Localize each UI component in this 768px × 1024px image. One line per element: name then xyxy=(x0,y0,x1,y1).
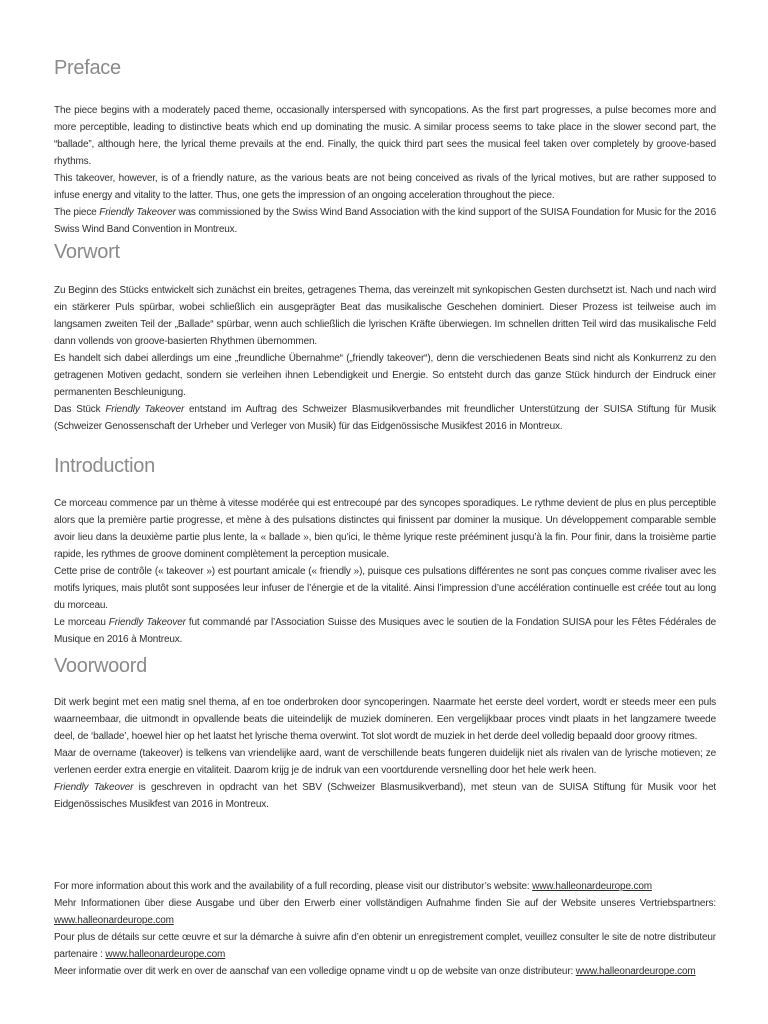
paragraph: Cette prise de contrôle (« takeover ») est pourtant amicale (« friendly »), puisque ces pulsations différentes ne sont pas conçues comme rivaliser avec les motifs lyriques, mais plutôt sont supposées leur infuser de l’énergie et de la vitalité. Ainsi l’impression d’une accélération continuelle est créée tout au long du morceau. xyxy=(54,566,716,611)
footer-line xyxy=(54,929,716,963)
footer-distributor-info xyxy=(54,878,716,980)
section-body xyxy=(54,102,716,238)
paragraph xyxy=(54,614,716,648)
paragraph xyxy=(54,779,716,813)
section-heading: Vorwort xyxy=(54,241,120,263)
section-heading: Voorwoord xyxy=(54,655,147,677)
paragraph-post: fut commandé par l’Association Suisse des Musiques avec le soutien de la Fondation SUISA pour les Fêtes Fédérales de Musique en 2016 à Montreux. xyxy=(54,617,717,645)
paragraph: The piece begins with a moderately paced theme, occasionally interspersed with syncopations. As the first part progresses, a pulse becomes more and more perceptible, leading to distinctive beats which end up dominating the music. A similar process seems to take place in the slower second part, the “ballade”, although here, the lyrical theme prevails at the end. Finally, the quick third part sees the musical feel taken over completely by groove-based rhythms. xyxy=(54,105,716,167)
section-introduction xyxy=(54,454,716,648)
work-title: Friendly Takeover xyxy=(105,404,185,415)
footer-line xyxy=(54,963,716,980)
section-body xyxy=(54,495,716,648)
work-title: Friendly Takeover xyxy=(99,207,176,218)
work-title: Friendly Takeover xyxy=(108,617,186,628)
distributor-link[interactable]: www.halleonardeurope.com xyxy=(575,966,696,977)
paragraph-post: entstand im Auftrag des Schweizer Blasmusikverbandes mit freundlicher Unterstützung der SUISA Stiftung für Musik (Schweizer Genossenschaft der Urheber und Verleger von Musik) für das Eidgenössische Musikfest 2016 in Montreux. xyxy=(54,404,716,432)
section-preface xyxy=(54,56,716,238)
paragraph: Maar de overname (takeover) is telkens van vriendelijke aard, want de verschillende beats fungeren duidelijk niet als rivalen van de lyrische motieven; ze verlenen eerder extra energie en vitaliteit. Daarom krijg je de indruk van een voortdurende versnelling door het hele werk heen. xyxy=(54,748,716,776)
section-heading: Introduction xyxy=(54,455,155,477)
distributor-link[interactable]: www.halleonardeurope.com xyxy=(532,881,652,892)
section-vorwort xyxy=(54,240,716,435)
footer-line xyxy=(54,878,716,895)
footer-text: Meer informatie over dit werk en over de aanschaf van een volledige opname vindt u op de website van onze distributeur: xyxy=(54,966,576,977)
paragraph-post: is geschreven in opdracht van het SBV (Schweizer Blasmusikverband), met steun van de SUISA Stiftung für Musik voor het Eidgenössisches Musikfest van 2016 in Montreux. xyxy=(54,782,716,810)
section-heading: Preface xyxy=(54,57,121,79)
paragraph: This takeover, however, is of a friendly nature, as the various beats are not being conceived as rivals of the lyrical motives, but are rather supposed to infuse energy and vitality to the latter. Thus, one gets the impression of an ongoing acceleration throughout the piece. xyxy=(54,173,716,201)
paragraph: Zu Beginn des Stücks entwickelt sich zunächst ein breites, getragenes Thema, das vereinzelt mit synkopischen Gesten durchsetzt ist. Nach und nach wird ein stärkerer Puls spürbar, wobei schließlich ein ausgeprägter Beat das musikalische Geschehen dominiert. Dieser Prozess ist teilweise auch im langsamen zweiten Teil der „Ballade“ spürbar, wenn auch schließlich die lyrischen Kräfte überwiegen. Im schnellen dritten Teil wird das musikalische Feld dann vollends von groove-basierten Rhythmen übernommen. xyxy=(54,285,716,347)
work-title: Friendly Takeover xyxy=(54,782,134,793)
paragraph: Ce morceau commence par un thème à vitesse modérée qui est entrecoupé par des syncopes sporadiques. Le rythme devient de plus en plus perceptible alors que la première partie progresse, et mène à des pulsations distinctes qui finissent par dominer la musique. Un développement comparable semble avoir lieu dans la deuxième partie plus lente, la « ballade », bien qu’ici, le thème lyrique reste prééminent jusqu’à la fin. Pour finir, dans la troisième partie rapide, les rythmes de groove dominent complètement la perception musicale. xyxy=(54,498,716,560)
section-body xyxy=(54,282,716,435)
paragraph-pre: Le morceau xyxy=(54,617,109,628)
paragraph-pre: Das Stück xyxy=(54,404,106,415)
section-body xyxy=(54,694,716,813)
footer-line xyxy=(54,895,716,929)
footer-text: Mehr Informationen über diese Ausgabe und über den Erwerb einer vollständigen Aufnahme finden Sie auf der Website unseres Vertriebspartners: xyxy=(54,898,716,909)
paragraph xyxy=(54,204,716,238)
paragraph: Es handelt sich dabei allerdings um eine „freundliche Übernahme“ („friendly takeover“), denn die verschiedenen Beats sind nicht als Konkurrenz zu den getragenen Motiven gedacht, sondern sie verleihen ihnen Lebendigkeit und Energie. So entsteht durch das ganze Stück hindurch der Eindruck einer permanenten Beschleunigung. xyxy=(54,353,716,398)
distributor-link[interactable]: www.halleonardeurope.com xyxy=(54,915,174,926)
paragraph-post: was commissioned by the Swiss Wind Band Association with the kind support of the SUISA Foundation for Music for the 2016 Swiss Wind Band Convention in Montreux. xyxy=(54,207,716,235)
footer-text: Pour plus de détails sur cette œuvre et sur la démarche à suivre afin d’en obtenir un enregistrement complet, veuillez consulter le site de notre distributeur partenaire : xyxy=(54,932,716,960)
footer-text: For more information about this work and the availability of a full recording, please visit our distributor’s website: xyxy=(54,881,533,892)
paragraph: Dit werk begint met een matig snel thema, af en toe onderbroken door syncoperingen. Naarmate het eerste deel vordert, wordt er steeds meer een puls waarneembaar, die uitmondt in opvallende beats die uiteindelijk de muziek domineren. Een vergelijkbaar proces vindt plaats in het langzamere tweede deel, de ‘ballade’, hoewel hier op het laatst het lyrische thema overwint. Tot slot wordt de muziek in het derde deel volledig bepaald door groovy ritmes. xyxy=(54,697,716,742)
distributor-link[interactable]: www.halleonardeurope.com xyxy=(105,949,226,960)
paragraph-pre: The piece xyxy=(54,207,100,218)
paragraph xyxy=(54,401,716,435)
section-voorwoord xyxy=(54,654,716,813)
